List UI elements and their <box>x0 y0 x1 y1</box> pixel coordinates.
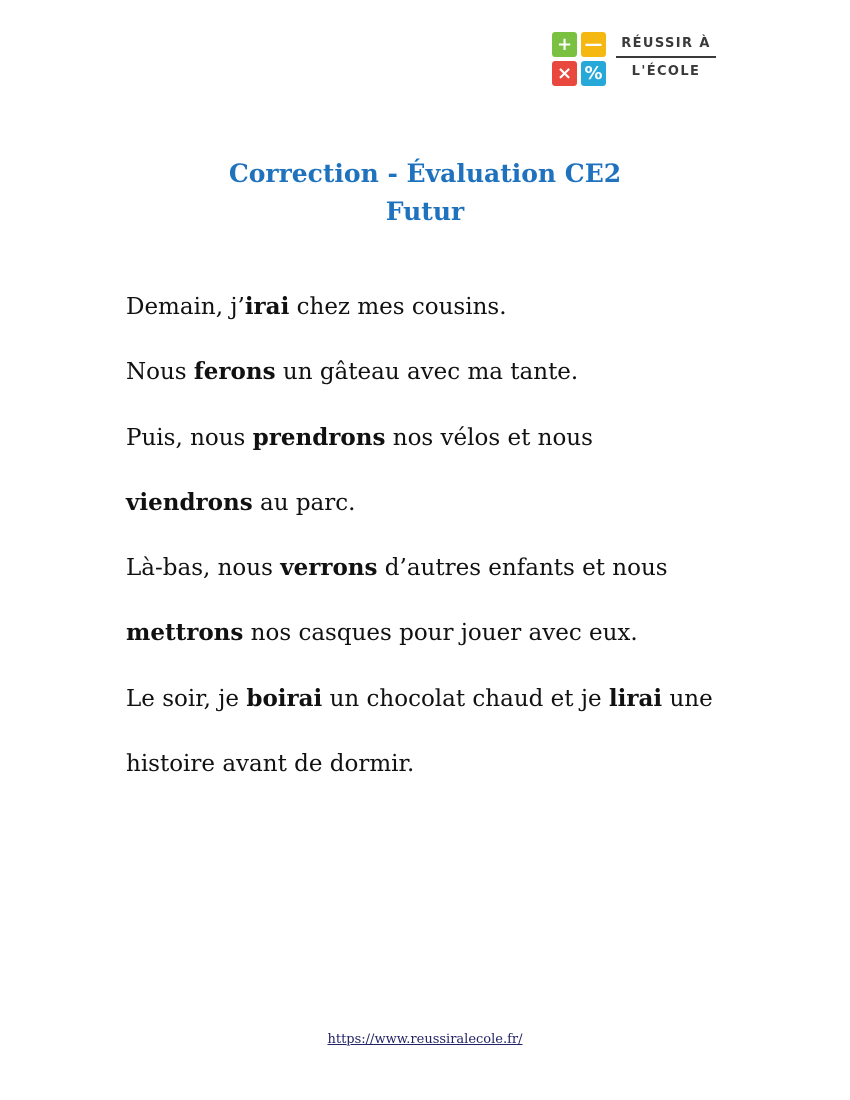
verb-answer: mettrons <box>126 619 244 647</box>
text-segment: chez mes cousins. <box>289 294 507 320</box>
text-segment: une <box>662 685 713 712</box>
times-icon: × <box>552 61 577 86</box>
correction-text <box>126 288 766 810</box>
text-line <box>126 484 766 549</box>
text-segment: nos vélos et nous <box>385 424 593 451</box>
logo-line-2: L'ÉCOLE <box>631 64 701 79</box>
logo-divider <box>616 56 716 58</box>
text-line <box>126 745 766 810</box>
plus-icon: + <box>552 32 577 57</box>
verb-answer: viendrons <box>126 488 253 516</box>
verb-answer: ferons <box>193 358 276 386</box>
verb-answer: irai <box>244 293 290 320</box>
percent-icon: % <box>581 61 606 86</box>
logo-line-1: RÉUSSIR À <box>621 36 711 51</box>
text-line <box>126 353 766 418</box>
text-line <box>126 549 766 614</box>
verb-answer: lirai <box>608 684 663 712</box>
title-line-2: Futur <box>385 197 465 226</box>
text-segment: nos casques pour jouer avec eux. <box>243 620 638 647</box>
text-line <box>126 288 766 353</box>
text-line <box>126 614 766 679</box>
text-segment: Puis, nous <box>126 424 253 451</box>
text-segment: histoire avant de dormir. <box>126 751 415 778</box>
verb-answer: verrons <box>280 554 378 582</box>
website-link[interactable]: https://www.reussiralecole.fr/ <box>327 1032 523 1047</box>
logo <box>552 32 722 86</box>
text-segment: Nous <box>126 359 194 386</box>
text-segment: Le soir, je <box>126 685 247 712</box>
page-title <box>0 155 850 231</box>
verb-answer: prendrons <box>252 423 386 451</box>
text-segment: Demain, j’ <box>126 294 245 320</box>
text-segment: Là-bas, nous <box>126 555 281 582</box>
title-line-1: Correction - Évaluation CE2 <box>228 159 622 188</box>
text-segment: au parc. <box>252 489 356 516</box>
footer <box>0 1032 850 1047</box>
text-line <box>126 680 766 745</box>
logo-wordmark <box>616 32 716 84</box>
minus-icon: — <box>581 32 606 57</box>
text-segment: un gâteau avec ma tante. <box>275 359 579 386</box>
text-segment: d’autres enfants et nous <box>377 555 668 582</box>
verb-answer: boirai <box>246 684 323 712</box>
logo-icon-grid <box>552 32 606 86</box>
text-line <box>126 419 766 484</box>
text-segment: un chocolat chaud et je <box>322 685 609 712</box>
